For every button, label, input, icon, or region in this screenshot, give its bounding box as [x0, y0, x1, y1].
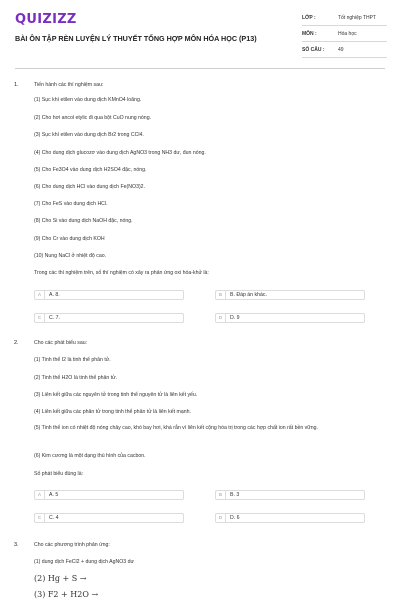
option-letter: C — [35, 314, 45, 322]
answer-option-c[interactable] — [34, 513, 184, 523]
option-letter: B — [216, 491, 226, 499]
statement-item: (1) Tinh thể I2 là tinh thể phân tử. — [34, 357, 111, 363]
equation-item: (2) Hg + S → — [34, 574, 87, 583]
statement-item: (2) Tinh thể H2O là tinh thể phân tử. — [34, 375, 118, 381]
statement-item: (9) Cho Cr vào dung dịch KOH — [34, 236, 105, 242]
question-number: 3. — [14, 542, 19, 548]
option-text: D. 6 — [230, 515, 240, 521]
option-letter: D — [216, 514, 226, 522]
option-text: C. 4 — [49, 515, 59, 521]
header-divider — [15, 68, 385, 69]
question-prompt: Trong các thí nghiệm trên, số thí nghiệm có xảy ra phản ứng oxi hóa-khử là: — [34, 270, 209, 276]
meta-label: SỐ CÂU : — [302, 47, 325, 53]
answer-option-d[interactable] — [215, 313, 365, 323]
meta-label: LỚP : — [302, 15, 316, 21]
answer-option-d[interactable] — [215, 513, 365, 523]
equation-item: (3) F2 + H2O → — [34, 590, 99, 599]
statement-item: (7) Cho FeS vào dung dịch HCl. — [34, 201, 108, 207]
meta-subject — [302, 31, 357, 37]
statement-item: (10) Nung NaCl ở nhiệt độ cao. — [34, 253, 107, 259]
meta-label: MÔN : — [302, 31, 317, 37]
statement-item: (4) Cho dung dịch glucozơ vào dung dịch AgNO3 trong NH3 dư, đun nóng. — [34, 150, 206, 156]
statement-item: (1) dung dịch FeCl2 + dung dịch AgNO3 dư — [34, 559, 134, 565]
divider — [302, 41, 387, 42]
meta-value: Tốt nghiệp THPT — [338, 15, 376, 21]
option-letter: A — [35, 491, 45, 499]
option-text: D. 9 — [230, 315, 240, 321]
statement-item: (3) Sục khí etilen vào dung dịch Br2 trong CCl4. — [34, 132, 144, 138]
statement-item: (5) Cho Fe3O4 vào dung dịch H2SO4 đặc, nóng. — [34, 167, 147, 173]
answer-option-b[interactable] — [215, 490, 365, 500]
question-intro: Cho các phát biểu sau: — [34, 340, 88, 346]
meta-value: Hóa học — [338, 31, 357, 37]
question-intro: Cho các phương trình phản ứng: — [34, 542, 110, 548]
statement-item: (1) Sục khí etilen vào dung dịch KMnO4 loãng. — [34, 97, 142, 103]
meta-count — [302, 47, 344, 53]
meta-value: 49 — [338, 47, 344, 53]
question-number: 1. — [14, 82, 19, 88]
divider — [302, 57, 387, 58]
answer-option-a[interactable] — [34, 290, 184, 300]
statement-item: (3) Liên kết giữa các nguyên tử trong tinh thể nguyên tử là liên kết yếu. — [34, 392, 198, 398]
statement-item: (8) Cho Si vào dung dịch NaOH đặc, nóng. — [34, 218, 133, 224]
option-text: B. 3 — [230, 492, 240, 498]
statement-item: (5) Tinh thể ion có nhiệt độ nóng chảy cao, khó bay hơi, khá rắn vì liên kết cộng hóa trị trong các hợp chất ion rất bền vững. — [34, 425, 318, 431]
question-intro: Tiến hành các thí nghiệm sau: — [34, 82, 104, 88]
option-text: B. Đáp án khác. — [230, 292, 267, 298]
answer-option-b[interactable] — [215, 290, 365, 300]
answer-option-a[interactable] — [34, 490, 184, 500]
option-text: C. 7. — [49, 315, 60, 321]
statement-item: (6) Kim cương là một dạng thù hình của cacbon. — [34, 453, 146, 459]
option-text: A. 5 — [49, 492, 59, 498]
option-text: A. 8. — [49, 292, 60, 298]
document-title: BÀI ÔN TẬP RÈN LUYỆN LÝ THUYẾT TỔNG HỢP MÔN HÓA HỌC (P13) — [15, 34, 257, 43]
question-number: 2. — [14, 340, 19, 346]
answer-option-c[interactable] — [34, 313, 184, 323]
option-letter: D — [216, 314, 226, 322]
quizizz-logo: QUIZIZZ — [15, 12, 77, 27]
meta-class — [302, 15, 376, 21]
statement-item: (6) Cho dung dịch HCl vào dung dịch Fe(NO3)2. — [34, 184, 146, 190]
statement-item: (2) Cho hơi ancol etylic đi qua bột CuO nung nóng. — [34, 115, 152, 121]
question-prompt: Số phát biểu đúng là: — [34, 471, 84, 477]
option-letter: C — [35, 514, 45, 522]
option-letter: A — [35, 291, 45, 299]
divider — [302, 25, 387, 26]
statement-item: (4) Liên kết giữa các phân tử trong tinh thể phân tử là liên kết mạnh. — [34, 409, 191, 415]
option-letter: B — [216, 291, 226, 299]
